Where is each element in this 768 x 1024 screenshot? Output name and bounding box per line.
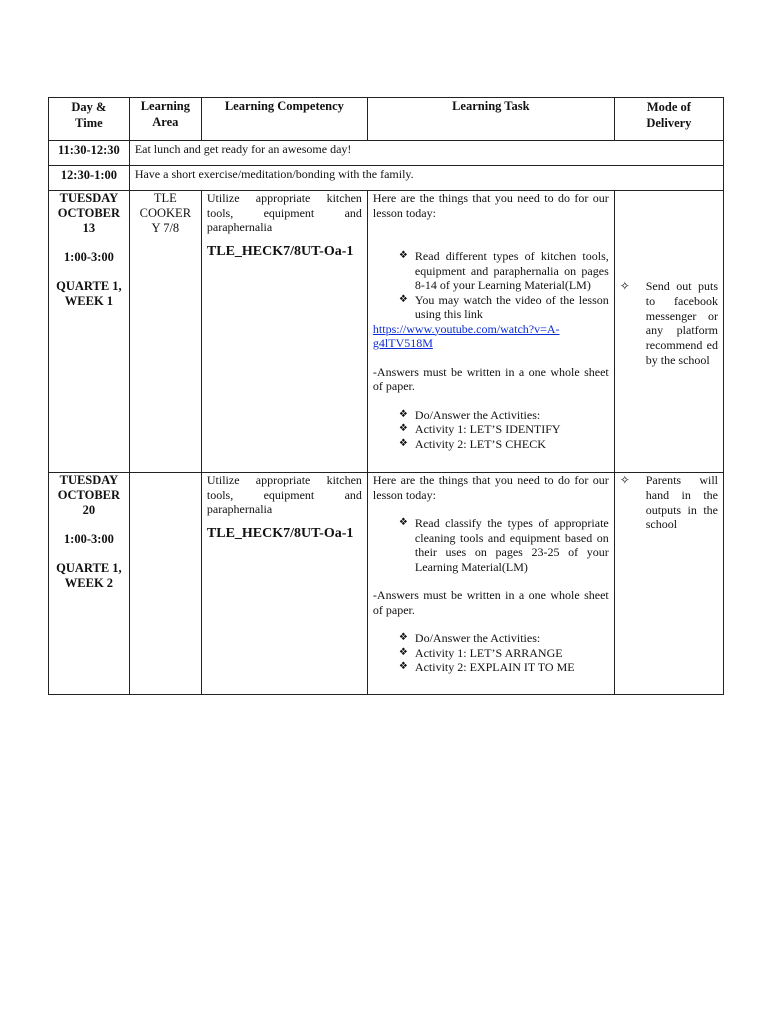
video-link[interactable]: https://www.youtube.com/watch?v=A-g4lTV518M: [372, 321, 560, 350]
learning-area: TLE COOKER Y 7/8: [139, 191, 192, 235]
learning-area-cell: [129, 473, 201, 695]
lesson-row-week-1: [49, 191, 724, 473]
task-cell: [367, 191, 614, 473]
mode-cell: [614, 473, 723, 695]
activity-item: ❖ Activity 1: LET’S ARRANGE: [398, 645, 563, 660]
schedule-activity: Have a short exercise/meditation/bonding with the family.: [129, 166, 723, 191]
header-row: [49, 98, 724, 141]
competency-text: Utilize appropriate kitchen tools, equipment and paraphernalia: [206, 473, 362, 516]
task-intro: Here are the things that you need to do for our lesson today:: [372, 191, 609, 220]
lesson-day-cell: [49, 473, 130, 695]
lesson-quarter: QUARTE 1, WEEK 1: [56, 279, 122, 308]
lesson-time: 1:00-3:00: [63, 532, 114, 546]
diamond-bullet-icon: ❖: [398, 661, 408, 672]
lesson-day-cell: [49, 191, 130, 473]
competency-code: TLE_HECK7/8UT-Oa-1: [206, 243, 354, 259]
task-step: ❖ Read different types of kitchen tools, equipment and paraphernalia on pages 8-14 of your Learning Material(LM): [398, 249, 609, 292]
competency-code: TLE_HECK7/8UT-Oa-1: [206, 525, 354, 541]
activity-item: ❖ Activity 2: LET’S CHECK: [398, 436, 546, 451]
mode-text: Send out puts to facebook messenger or any platform recommend ed by the school: [645, 279, 718, 367]
activity-item: ❖ Do/Answer the Activities:: [398, 631, 541, 645]
mode-text: Parents will hand in the outputs in the school: [645, 473, 718, 532]
task-step: ❖ You may watch the video of the lesson using this link: [398, 292, 609, 321]
answers-note: -Answers must be written in a one whole sheet of paper.: [372, 364, 609, 393]
lesson-plan-table: [48, 97, 724, 695]
four-point-star-icon: ✧: [619, 473, 630, 487]
schedule-activity: Eat lunch and get ready for an awesome day!: [129, 141, 723, 166]
competency-text: Utilize appropriate kitchen tools, equipment and paraphernalia: [206, 191, 362, 234]
lesson-quarter: QUARTE 1, WEEK 2: [56, 561, 122, 590]
activity-item: ❖ Do/Answer the Activities:: [398, 407, 541, 422]
lesson-time: 1:00-3:00: [63, 250, 114, 264]
competency-cell: [201, 473, 367, 695]
task-intro: Here are the things that you need to do for our lesson today:: [372, 473, 609, 502]
diamond-bullet-icon: ❖: [398, 423, 408, 434]
header-mode: Mode of Delivery: [614, 98, 723, 141]
learning-area-cell: [129, 191, 201, 473]
competency-cell: [201, 191, 367, 473]
header-day-time: Day & Time: [49, 98, 130, 141]
schedule-row: [49, 166, 724, 191]
lesson-day: TUESDAY OCTOBER 20: [57, 473, 121, 517]
answers-note: -Answers must be written in a one whole sheet of paper.: [372, 588, 609, 617]
schedule-time: 11:30-12:30: [49, 141, 130, 166]
header-task: Learning Task: [367, 98, 614, 141]
task-step: ❖ Read classify the types of appropriate cleaning tools and equipment based on their uses on pages 23-25 of your Learning Material(LM): [398, 516, 609, 574]
activity-item: ❖ Activity 2: EXPLAIN IT TO ME: [398, 660, 575, 674]
header-competency: Learning Competency: [201, 98, 367, 141]
diamond-bullet-icon: ❖: [398, 437, 408, 449]
diamond-bullet-icon: ❖: [398, 408, 408, 420]
diamond-bullet-icon: ❖: [398, 517, 408, 528]
diamond-bullet-icon: ❖: [398, 646, 408, 658]
lesson-row-week-2: [49, 473, 724, 695]
four-point-star-icon: ✧: [619, 279, 630, 293]
activity-item: ❖ Activity 1: LET’S IDENTIFY: [398, 422, 561, 436]
schedule-time: 12:30-1:00: [49, 166, 130, 191]
mode-cell: [614, 191, 723, 473]
diamond-bullet-icon: ❖: [398, 293, 408, 305]
lesson-day: TUESDAY OCTOBER 13: [57, 191, 121, 235]
diamond-bullet-icon: ❖: [398, 250, 408, 261]
diamond-bullet-icon: ❖: [398, 632, 408, 643]
task-cell: [367, 473, 614, 695]
schedule-row: [49, 141, 724, 166]
header-learning-area: Learning Area: [129, 98, 201, 141]
